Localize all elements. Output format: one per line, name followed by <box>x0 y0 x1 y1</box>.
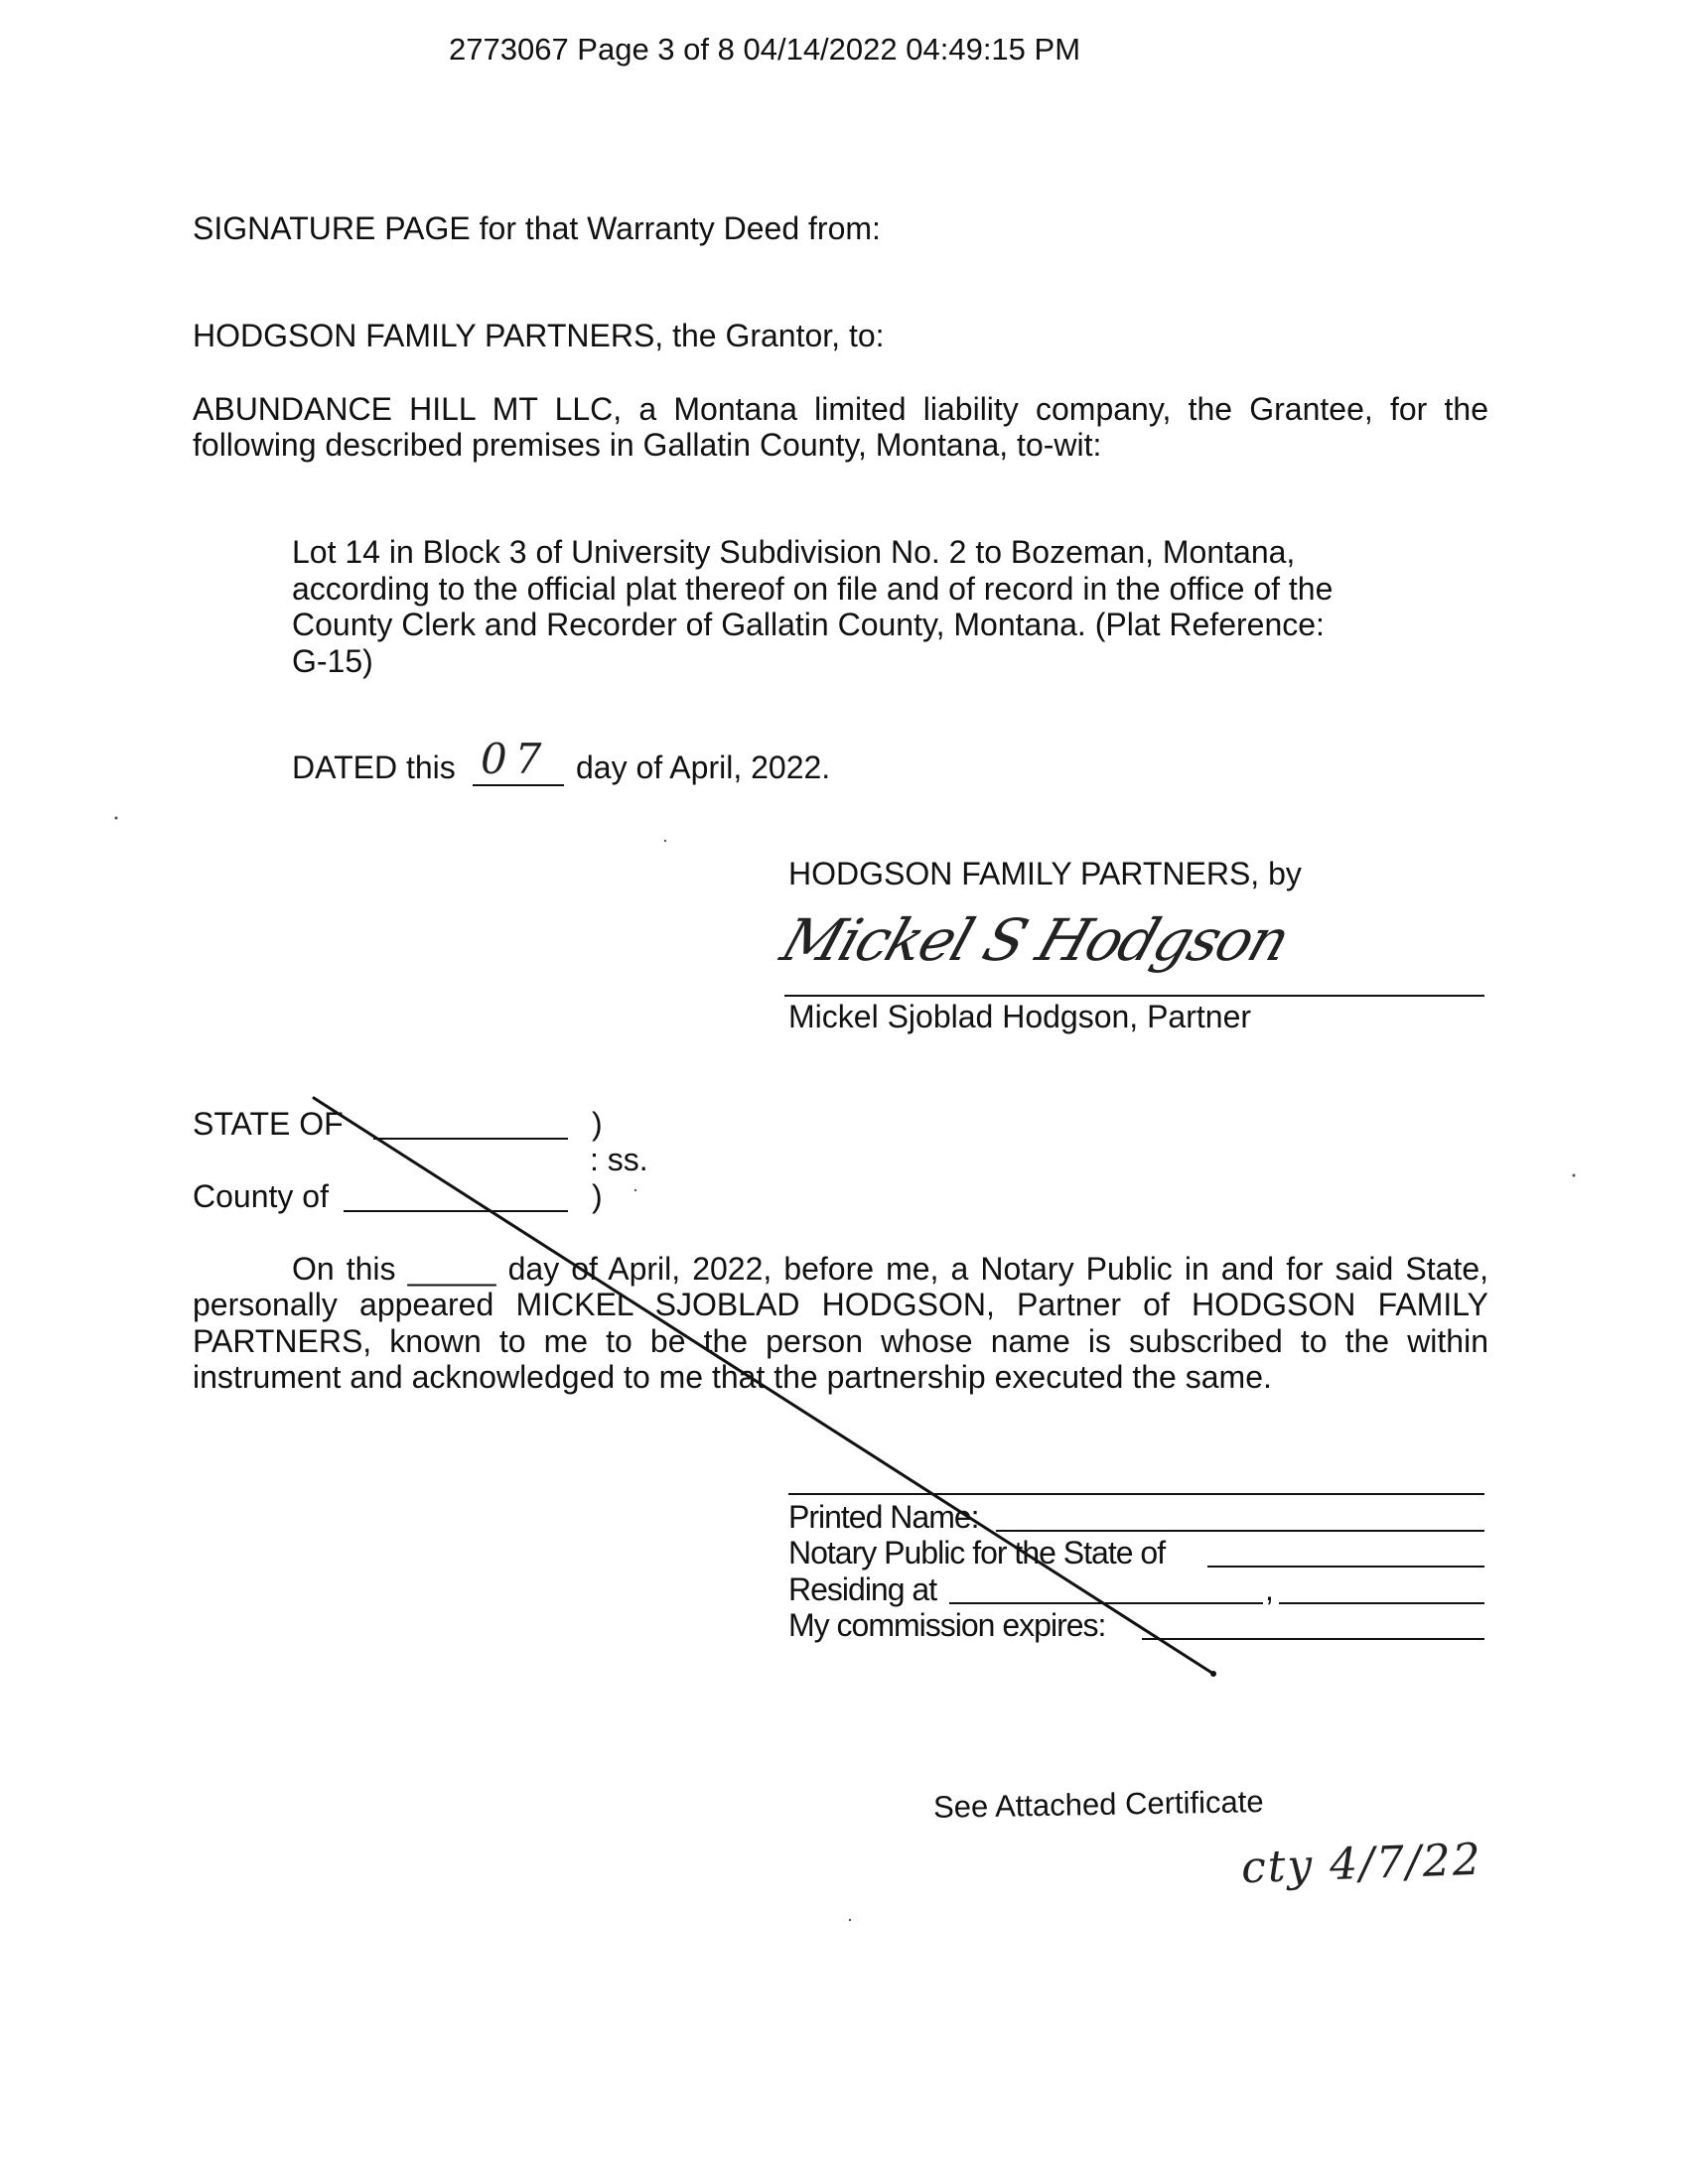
venue-paren-bottom: ) <box>592 1178 603 1214</box>
notary-residing-label: Residing at <box>788 1571 937 1607</box>
state-label: STATE OF <box>193 1106 344 1142</box>
scan-speck <box>849 1919 851 1921</box>
notary-state-label: Notary Public for the State of <box>788 1535 1166 1570</box>
acknowledgment-line-1: On this _____ day of April, 2022, before me, a Notary Public in and for said State, <box>292 1251 1488 1287</box>
acknowledgment-line-3: PARTNERS, known to me to be the person whose name is subscribed to the within <box>193 1323 1488 1359</box>
signature-entity: HODGSON FAMILY PARTNERS, by <box>788 856 1302 891</box>
scan-speck <box>634 1189 636 1191</box>
grantee-line-1: ABUNDANCE HILL MT LLC, a Montana limited liability company, the Grantee, for the <box>193 391 1488 427</box>
signature-handwritten: Mickel S Hodgson <box>773 906 1297 974</box>
notary-commission-label: My commission expires: <box>788 1607 1106 1643</box>
dated-day-handwritten: 07 <box>481 735 550 783</box>
acknowledgment-line-2: personally appeared MICKEL SJOBLAD HODGSON, Partner of HODGSON FAMILY <box>193 1287 1488 1322</box>
recording-stamp: 2773067 Page 3 of 8 04/14/2022 04:49:15 PM <box>449 32 1081 67</box>
grantor-line: HODGSON FAMILY PARTNERS, the Grantor, to: <box>193 318 885 353</box>
cancel-strike-line <box>314 1098 1213 1674</box>
scan-speck <box>1573 1174 1576 1177</box>
county-label: County of <box>193 1178 329 1214</box>
certificate-initials-handwritten: cty 4/7/22 <box>1240 1834 1483 1894</box>
page-title: SIGNATURE PAGE for that Warranty Deed from: <box>193 210 881 246</box>
legal-description-line-3: County Clerk and Recorder of Gallatin County, Montana. (Plat Reference: <box>292 607 1325 642</box>
dated-suffix: day of April, 2022. <box>576 750 831 785</box>
legal-description-line-1: Lot 14 in Block 3 of University Subdivision No. 2 to Bozeman, Montana, <box>292 534 1296 570</box>
acknowledgment-line-4: instrument and acknowledged to me that the partnership executed the same. <box>193 1359 1272 1395</box>
venue-ss: : ss. <box>590 1142 648 1177</box>
attached-certificate-note: See Attached Certificate <box>932 1784 1264 1825</box>
dated-prefix: DATED this <box>292 750 456 785</box>
venue-paren-top: ) <box>592 1106 603 1142</box>
grantee-line-2: following described premises in Gallatin County, Montana, to-wit: <box>193 427 1102 463</box>
signer-name: Mickel Sjoblad Hodgson, Partner <box>788 999 1252 1034</box>
scan-speck <box>115 817 118 820</box>
scan-speck <box>1210 1671 1216 1677</box>
legal-description-line-2: according to the official plat thereof on file and of record in the office of the <box>292 571 1334 607</box>
notary-residing-comma: , <box>1265 1571 1274 1607</box>
scan-speck <box>664 840 666 842</box>
legal-description-line-4: G-15) <box>292 643 373 679</box>
notary-printed-name-label: Printed Name: <box>788 1499 979 1535</box>
